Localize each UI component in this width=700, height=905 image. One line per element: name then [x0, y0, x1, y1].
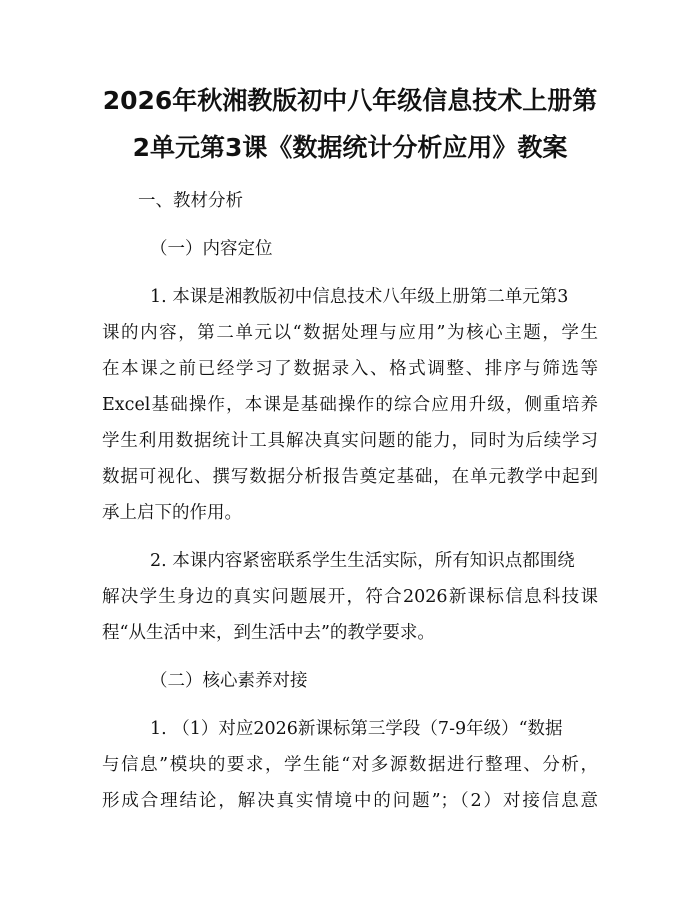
paragraph-1-line-6: 数据可视化、撰写数据分析报告奠定基础，在单元教学中起到: [102, 467, 598, 487]
paragraph-1-line-4: Excel基础操作，本课是基础操作的综合应用升级，侧重培养: [102, 395, 598, 415]
section-heading-1: 一、教材分析: [138, 191, 243, 211]
paragraph-2-line-2: 解决学生身边的真实问题展开，符合2026新课标信息科技课: [102, 587, 598, 607]
paragraph-1-line-7: 承上启下的作用。: [102, 503, 242, 523]
paragraph-3-line-3: 形成合理结论，解决真实情境中的问题”；（2）对接信息意: [102, 791, 598, 811]
paragraph-3-line-1: 1. （1）对应2026新课标第三学段（7-9年级）“数据: [150, 719, 563, 739]
paragraph-2-line-3: 程“从生活中来，到生活中去”的教学要求。: [102, 623, 435, 643]
paragraph-1-line-3: 在本课之前已经学习了数据录入、格式调整、排序与筛选等: [102, 359, 598, 379]
paragraph-3-line-2: 与信息”模块的要求，学生能“对多源数据进行整理、分析，: [102, 755, 598, 775]
paragraph-1-line-2: 课的内容，第二单元以“数据处理与应用”为核心主题，学生: [102, 323, 598, 343]
subsection-heading-1: （一）内容定位: [150, 239, 273, 259]
paragraph-1-line-1: 1. 本课是湘教版初中信息技术八年级上册第二单元第3: [150, 287, 569, 307]
paragraph-1-line-5: 学生利用数据统计工具解决真实问题的能力，同时为后续学习: [102, 431, 598, 451]
paragraph-2-line-1: 2. 本课内容紧密联系学生生活实际，所有知识点都围绕: [150, 551, 575, 571]
document-title-line-1: 2026年秋湘教版初中八年级信息技术上册第: [102, 86, 598, 115]
subsection-heading-2: （二）核心素养对接: [150, 671, 308, 691]
document-title-line-2: 2单元第3课《数据统计分析应用》教案: [132, 133, 568, 162]
